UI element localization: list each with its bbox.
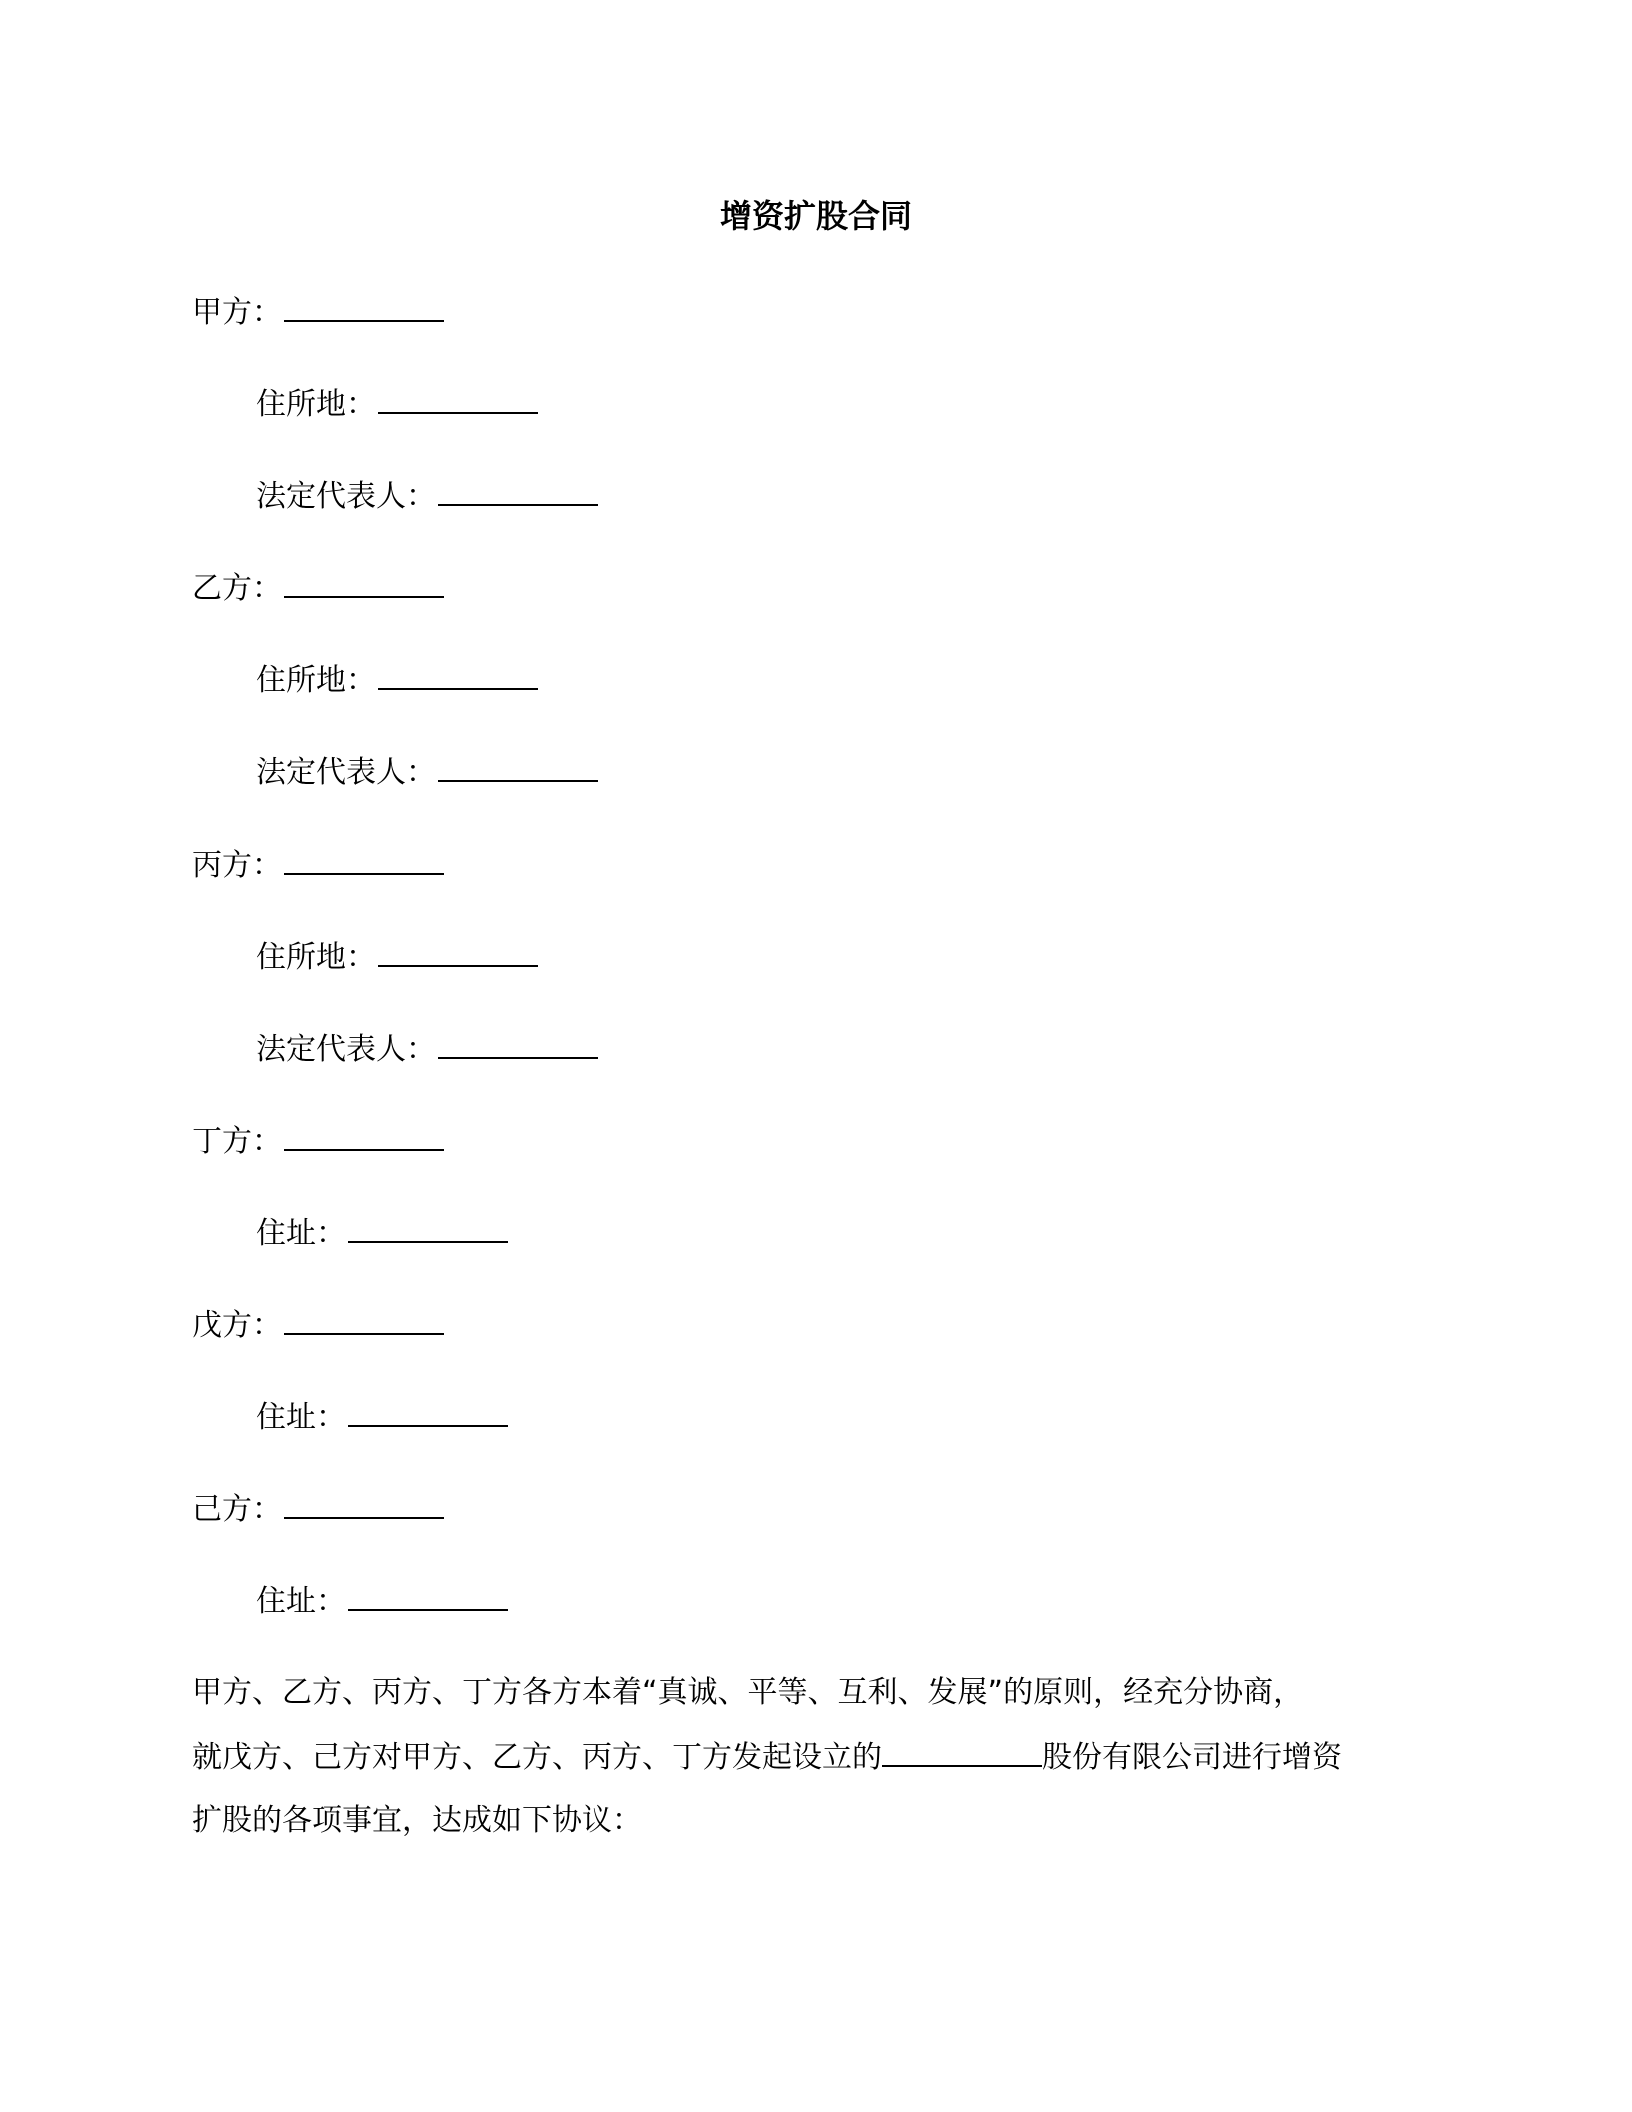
party-b-label: 乙方： xyxy=(192,571,282,606)
party-b-rep-line xyxy=(256,752,598,793)
party-c-rep-blank[interactable] xyxy=(438,1029,598,1059)
party-b-rep-label: 法定代表人： xyxy=(256,755,436,790)
party-c-address-blank[interactable] xyxy=(378,937,538,967)
party-a-label: 甲方： xyxy=(192,295,282,330)
preamble-line-2-before: 就戊方、己方对甲方、乙方、丙方、丁方发起设立的 xyxy=(192,1740,882,1775)
party-a-address-label: 住所地： xyxy=(256,387,376,422)
party-e-label: 戊方： xyxy=(192,1308,282,1343)
party-f-address-line xyxy=(256,1581,508,1622)
party-a-rep-blank[interactable] xyxy=(438,476,598,506)
party-a-blank[interactable] xyxy=(284,292,444,322)
party-f-label: 己方： xyxy=(192,1492,282,1527)
party-b-blank[interactable] xyxy=(284,568,444,598)
party-b-rep-blank[interactable] xyxy=(438,752,598,782)
party-a-address-line xyxy=(256,384,538,425)
party-b-line xyxy=(192,568,444,609)
party-c-address-label: 住所地： xyxy=(256,940,376,975)
preamble-line-3: 扩股的各项事宜，达成如下协议： xyxy=(192,1803,642,1838)
party-d-line xyxy=(192,1121,444,1162)
party-d-address-label: 住址： xyxy=(256,1216,346,1251)
party-e-address-line xyxy=(256,1397,508,1438)
party-c-blank[interactable] xyxy=(284,845,444,875)
party-f-address-label: 住址： xyxy=(256,1584,346,1619)
party-f-line xyxy=(192,1489,444,1530)
party-d-blank[interactable] xyxy=(284,1121,444,1151)
company-name-blank[interactable] xyxy=(882,1737,1042,1767)
party-e-line xyxy=(192,1305,444,1346)
party-a-rep-label: 法定代表人： xyxy=(256,479,436,514)
party-a-line xyxy=(192,292,444,333)
party-c-label: 丙方： xyxy=(192,848,282,883)
party-b-address-line xyxy=(256,660,538,701)
party-a-rep-line xyxy=(256,476,598,517)
party-b-address-blank[interactable] xyxy=(378,660,538,690)
party-d-address-line xyxy=(256,1213,508,1254)
party-c-rep-line xyxy=(256,1029,598,1070)
party-c-address-line xyxy=(256,937,538,978)
preamble-line-2 xyxy=(192,1737,1442,1778)
party-f-address-blank[interactable] xyxy=(348,1581,508,1611)
party-e-address-label: 住址： xyxy=(256,1400,346,1435)
party-d-label: 丁方： xyxy=(192,1124,282,1159)
document-title: 增资扩股合同 xyxy=(719,197,912,235)
party-f-blank[interactable] xyxy=(284,1489,444,1519)
party-b-address-label: 住所地： xyxy=(256,663,376,698)
party-c-rep-label: 法定代表人： xyxy=(256,1032,436,1067)
party-e-address-blank[interactable] xyxy=(348,1397,508,1427)
preamble-line-1: 甲方、乙方、丙方、丁方各方本着“真诚、平等、互利、发展”的原则，经充分协商， xyxy=(192,1675,1304,1710)
party-d-address-blank[interactable] xyxy=(348,1213,508,1243)
party-a-address-blank[interactable] xyxy=(378,384,538,414)
party-c-line xyxy=(192,845,444,886)
party-e-blank[interactable] xyxy=(284,1305,444,1335)
preamble-line-2-after: 股份有限公司进行增资 xyxy=(1042,1740,1342,1775)
